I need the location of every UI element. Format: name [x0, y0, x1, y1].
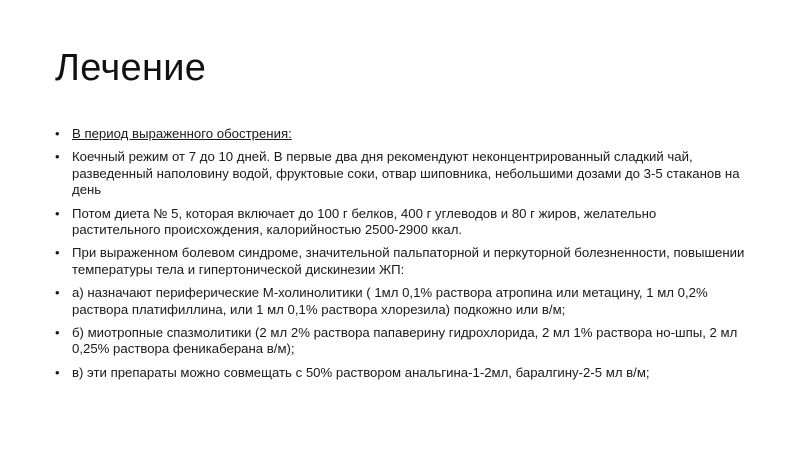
- bullet-item: [55, 126, 745, 142]
- bullet-text: Коечный режим от 7 до 10 дней. В первые два дня рекомендуют неконцентрированный сладкий чай, разведенный наполовину водой, фруктовые соки, отвар шиповника, небольшими дозами до 3-5 стаканов на день: [72, 149, 740, 198]
- bullet-dot: •: [55, 126, 60, 141]
- bullet-dot: •: [55, 325, 60, 341]
- bullet-item: [55, 325, 745, 358]
- bullet-text: в) эти препараты можно совмещать с 50% раствором анальгина-1-2мл, баралгину-2-5 мл в/м;: [72, 364, 650, 380]
- bullet-item: [55, 206, 745, 239]
- bullet-text: Потом диета № 5, которая включает до 100 г белков, 400 г углеводов и 80 г жиров, желательно растительного происхождения, калорийностью 2500-2900 ккал.: [72, 205, 657, 238]
- bullet-list: [55, 126, 745, 388]
- bullet-dot: •: [55, 364, 60, 380]
- bullet-text: б) миотропные спазмолитики (2 мл 2% раствора папаверину гидрохлорида, 2 мл 1% раствора но-шпы, 2 мл 0,25% раствора феникаберана в/м);: [72, 325, 738, 357]
- bullet-dot: •: [55, 285, 60, 301]
- slide-title: Лечение: [55, 47, 207, 89]
- bullet-item: [55, 245, 745, 278]
- bullet-item: [55, 365, 745, 381]
- bullet-text: а) назначают периферические М-холинолитики ( 1мл 0,1% раствора атропина или метацину, 1 мл 0,2% раствора платифиллина, или 1 мл 0,1% раствора хлорезила) подкожно или в/м;: [72, 285, 708, 317]
- bullet-item: [55, 149, 745, 198]
- bullet-item: [55, 285, 745, 318]
- bullet-text: При выраженном болевом синдроме, значительной пальпаторной и перкуторной болезненности, повышении температуры тела и гипертонической дискинезии ЖП:: [72, 245, 745, 277]
- bullet-dot: •: [55, 245, 60, 261]
- bullet-dot: •: [55, 149, 60, 165]
- bullet-dot: •: [55, 205, 60, 221]
- bullet-text: В период выраженного обострения:: [72, 126, 292, 141]
